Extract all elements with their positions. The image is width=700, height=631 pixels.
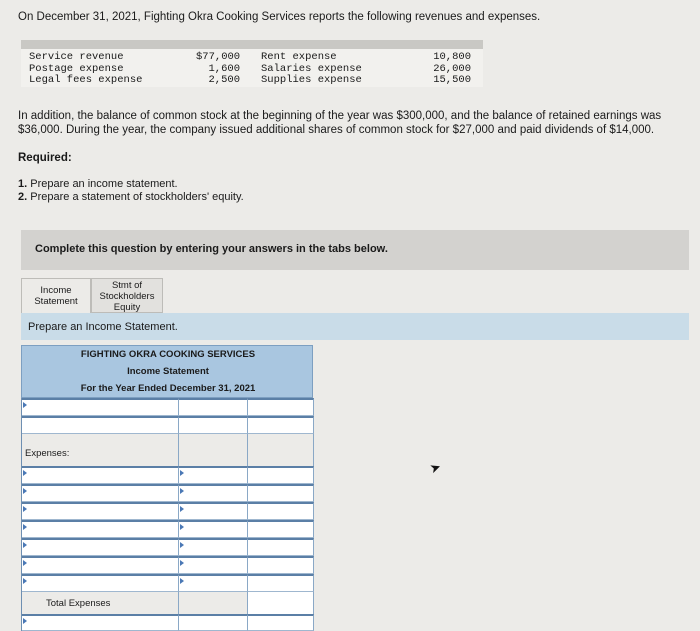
- amount-input[interactable]: [178, 614, 247, 631]
- dropdown-arrow-icon: [23, 402, 27, 408]
- blank-cell: [247, 439, 314, 466]
- dropdown-arrow-icon: [23, 560, 27, 566]
- mouse-pointer-icon: ➤: [427, 458, 443, 477]
- total-input[interactable]: [247, 614, 314, 631]
- dropdown-arrow-icon: [180, 488, 184, 494]
- dropdown-arrow-icon: [23, 524, 27, 530]
- value-rent-expense: 10,800: [433, 51, 471, 63]
- total-input[interactable]: [247, 520, 314, 538]
- label-service-revenue: Service revenue: [29, 51, 124, 63]
- dropdown-arrow-icon: [180, 524, 184, 530]
- account-select[interactable]: [22, 398, 178, 416]
- statement-period: For the Year Ended December 31, 2021: [80, 383, 256, 394]
- table-row: [22, 614, 314, 631]
- amount-input[interactable]: [178, 398, 247, 416]
- amount-input[interactable]: [178, 416, 247, 434]
- account-select[interactable]: [22, 484, 178, 502]
- dropdown-arrow-icon: [23, 618, 27, 624]
- instructions-banner: [21, 230, 689, 270]
- dropdown-arrow-icon: [23, 470, 27, 476]
- total-expenses-input[interactable]: [247, 592, 314, 614]
- dropdown-arrow-icon: [180, 470, 184, 476]
- table-row: [22, 592, 314, 614]
- value-postage-expense: 1,600: [208, 62, 240, 75]
- dropdown-arrow-icon: [180, 542, 184, 548]
- total-input[interactable]: [247, 538, 314, 556]
- total-input[interactable]: [247, 574, 314, 592]
- required-heading: Required:: [18, 152, 72, 164]
- problem-intro: On December 31, 2021, Fighting Okra Cooking Services reports the following revenues and expenses.: [18, 11, 541, 23]
- account-select[interactable]: [22, 574, 178, 592]
- step-2-number: 2.: [18, 191, 28, 203]
- tab-income-line1: Income: [40, 285, 72, 296]
- left-labels: [29, 52, 142, 87]
- step-1-text: Prepare an income statement.: [30, 178, 178, 190]
- prepare-instruction-bar: [21, 313, 689, 340]
- required-steps: [18, 178, 244, 204]
- table-row: [22, 556, 314, 574]
- label-rent-expense: Rent expense: [261, 51, 337, 63]
- tab-income-statement[interactable]: [21, 278, 91, 313]
- expenses-label: Expenses:: [25, 448, 70, 460]
- amount-input[interactable]: [178, 574, 247, 592]
- step-1: [18, 178, 244, 191]
- dropdown-arrow-icon: [180, 560, 184, 566]
- prepare-instruction: Prepare an Income Statement.: [28, 321, 178, 333]
- table-row: [22, 416, 314, 434]
- table-row: [22, 439, 314, 466]
- dropdown-arrow-icon: [23, 488, 27, 494]
- value-legal-fees-expense: 2,500: [208, 74, 240, 86]
- amount-input[interactable]: [178, 502, 247, 520]
- total-expenses-label: Total Expenses: [46, 598, 111, 609]
- step-2-text: Prepare a statement of stockholders' equity.: [30, 191, 244, 203]
- tab-income-line2: Statement: [34, 296, 78, 307]
- account-select[interactable]: [22, 466, 178, 484]
- step-2: [18, 191, 244, 204]
- label-postage-expense: Postage expense: [29, 62, 124, 75]
- instructions-text: Complete this question by entering your answers in the tabs below.: [35, 243, 388, 255]
- dropdown-arrow-icon: [23, 506, 27, 512]
- value-service-revenue: $77,000: [196, 51, 241, 63]
- amount-input[interactable]: [178, 466, 247, 484]
- label-legal-fees-expense: Legal fees expense: [29, 74, 143, 86]
- total-expenses-label-cell: [22, 592, 178, 614]
- amount-input[interactable]: [178, 520, 247, 538]
- account-select[interactable]: [22, 520, 178, 538]
- dropdown-arrow-icon: [180, 578, 184, 584]
- dropdown-arrow-icon: [23, 542, 27, 548]
- tab-equity-line2: Stockholders: [99, 291, 155, 302]
- total-input[interactable]: [247, 398, 314, 416]
- table-row: [22, 538, 314, 556]
- additional-info: In addition, the balance of common stock at the beginning of the year was $300,000, and the balance of retained earnings was $36,000. During the year, the company issued additional shares of common stock for $27,000 and paid dividends of $14,000.: [18, 110, 662, 136]
- revenue-expense-table: [21, 40, 483, 87]
- value-salaries-expense: 26,000: [433, 62, 471, 75]
- account-select[interactable]: [22, 416, 178, 434]
- account-select[interactable]: [22, 556, 178, 574]
- expenses-label-cell: [22, 439, 178, 466]
- account-select[interactable]: [22, 502, 178, 520]
- left-values: [196, 52, 240, 87]
- table-row: [22, 520, 314, 538]
- tab-equity-line3: Equity: [113, 302, 141, 313]
- company-name: FIGHTING OKRA COOKING SERVICES: [80, 349, 256, 360]
- label-supplies-expense: Supplies expense: [261, 74, 362, 86]
- value-supplies-expense: 15,500: [433, 74, 471, 86]
- label-salaries-expense: Salaries expense: [261, 62, 362, 75]
- step-1-number: 1.: [18, 178, 28, 190]
- table-row: [22, 574, 314, 592]
- total-input[interactable]: [247, 416, 314, 434]
- dropdown-arrow-icon: [180, 506, 184, 512]
- blank-cell: [178, 439, 247, 466]
- account-select[interactable]: [22, 614, 178, 631]
- statement-header: [21, 345, 313, 398]
- total-input[interactable]: [247, 556, 314, 574]
- tab-equity-line1: Stmt of: [111, 280, 143, 291]
- amount-input[interactable]: [178, 484, 247, 502]
- table-row: [22, 484, 314, 502]
- dropdown-arrow-icon: [23, 578, 27, 584]
- table-row: [22, 502, 314, 520]
- tab-stockholders-equity[interactable]: [91, 278, 163, 313]
- total-input[interactable]: [247, 484, 314, 502]
- amount-input[interactable]: [178, 538, 247, 556]
- blank-cell: [178, 592, 247, 614]
- amount-input[interactable]: [178, 556, 247, 574]
- statement-title: Income Statement: [127, 366, 209, 377]
- total-input[interactable]: [247, 466, 314, 484]
- table-row: [22, 466, 314, 484]
- account-select[interactable]: [22, 538, 178, 556]
- total-input[interactable]: [247, 502, 314, 520]
- right-values: [433, 52, 471, 87]
- income-statement-grid: [21, 398, 314, 631]
- right-labels: [261, 52, 362, 87]
- table-row: [22, 398, 314, 416]
